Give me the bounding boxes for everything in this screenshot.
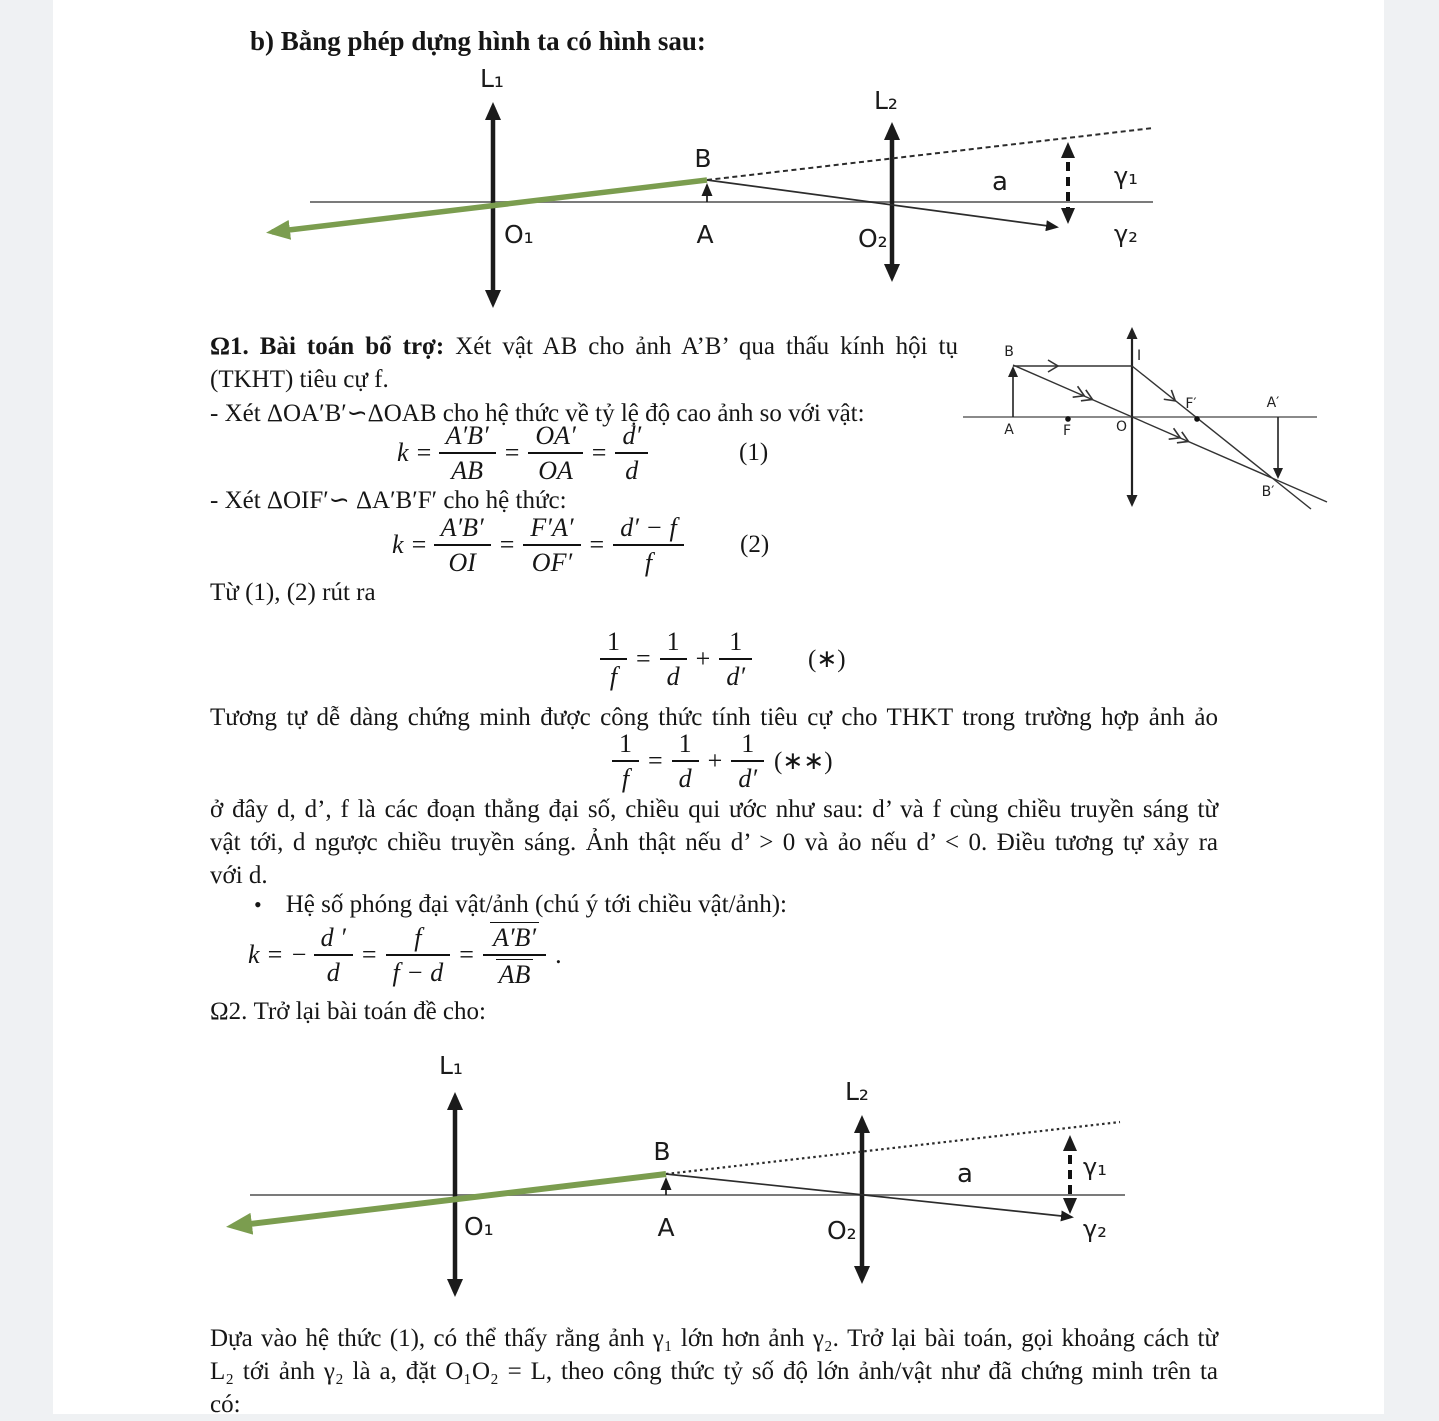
label-B: B <box>694 144 712 173</box>
inset-label-Fprime: F′ <box>1185 396 1197 412</box>
paragraph-line: với d. <box>210 862 268 889</box>
inset-label-O: O <box>1115 419 1127 435</box>
line-tu12: Từ (1), (2) rút ra <box>210 579 376 606</box>
dashed-ray <box>707 128 1153 180</box>
plus: + <box>695 644 711 673</box>
inset-label-B: B <box>1004 344 1014 360</box>
equals: = <box>648 746 663 775</box>
inset-ray-BO <box>1013 365 1327 502</box>
formula-lhs: k = − <box>248 940 308 969</box>
equals: = <box>504 438 520 467</box>
page-heading: b) Bằng phép dựng hình ta có hình sau: <box>250 26 706 56</box>
formula-1 <box>397 418 957 488</box>
inset-lens-diagram <box>955 318 1340 523</box>
formula-tag: (∗∗) <box>774 748 833 775</box>
fraction: $\frac{1}{d'}$ <box>731 729 764 794</box>
plus: + <box>707 746 723 775</box>
bullet-text: Hệ số phóng đại vật/ảnh (chú ý tới chiều vật/ảnh): <box>285 891 787 918</box>
label-a: a <box>957 1159 973 1189</box>
fraction: $\frac{F'A'}{OF'}$ <box>523 513 580 578</box>
paragraph-oday <box>210 793 1218 892</box>
inset-label-Aprime: A′ <box>1266 395 1280 411</box>
formula-2 <box>392 510 952 580</box>
fraction: $\frac{OA'}{OA}$ <box>528 421 582 486</box>
formula-tag: (∗) <box>808 646 846 673</box>
double-chevron-icon <box>1169 428 1191 447</box>
label-L2: L₂ <box>845 1077 869 1106</box>
fraction: $\frac{1}{d'}$ <box>719 627 752 692</box>
label-O2: O₂ <box>858 224 888 253</box>
label-gamma2: γ₂ <box>1083 1215 1107 1243</box>
equals: = <box>589 530 605 559</box>
omega1-lead: Ω1. Bài toán bổ trợ: <box>210 333 445 360</box>
fraction: $\frac{1}{d}$ <box>660 627 687 692</box>
paragraph-line <box>210 330 958 363</box>
double-chevron-icon <box>1073 386 1095 405</box>
inset-label-Bprime: B′ <box>1261 484 1275 500</box>
focus-Fprime-dot <box>1194 416 1200 422</box>
period: . <box>555 940 562 969</box>
line-omega2: Ω2. Trở lại bài toán đề cho: <box>210 998 486 1025</box>
inset-label-I: I <box>1137 348 1142 364</box>
omega1-rest: Xét vật AB cho ảnh A’B’ qua thấu kính hội tụ <box>444 333 959 360</box>
label-gamma2: γ₂ <box>1114 220 1138 248</box>
equals: = <box>499 530 515 559</box>
paragraph-bottom <box>210 1322 1218 1421</box>
dashed-ray <box>666 1122 1120 1174</box>
fraction: $\frac{1}{f}$ <box>612 729 639 794</box>
label-a: a <box>992 167 1008 197</box>
fraction: $\frac{1}{f}$ <box>600 627 627 692</box>
label-O1: O₁ <box>504 220 534 249</box>
paragraph-line: L₂ tới ảnh γ₂ là a, đặt O₁O₂ = L, theo công thức tỷ số độ lớn ảnh/vật như đã chứng minh trên ta <box>210 1358 1218 1385</box>
equals: = <box>459 940 474 969</box>
formula-k <box>248 916 668 994</box>
green-ray <box>272 180 707 232</box>
label-gamma1: γ₁ <box>1083 1153 1107 1181</box>
inset-label-F: F <box>1062 423 1072 439</box>
formula-tag: (2) <box>740 531 770 558</box>
formula-tag: (1) <box>739 439 769 466</box>
fraction: $\frac{d'}{d}$ <box>615 421 648 486</box>
fraction: $\frac{A'B'}{OI}$ <box>434 513 491 578</box>
equals: = <box>361 940 377 969</box>
formula-star <box>600 624 900 694</box>
fraction: $\frac{f}{f - d}$ <box>386 923 451 988</box>
label-L1: L₁ <box>439 1051 463 1080</box>
line-oab: - Xét ΔOA′B′∽ΔOAB cho hệ thức về tỷ lệ độ cao ảnh so với vật: <box>210 400 865 427</box>
paragraph-line: (TKHT) tiêu cự f. <box>210 366 389 393</box>
label-L1: L₁ <box>480 64 504 93</box>
label-A: A <box>696 220 714 249</box>
inset-label-A: A <box>1004 422 1014 438</box>
label-B: B <box>653 1137 671 1166</box>
equals: = <box>636 644 651 673</box>
fraction-overlined: $\frac{A'B'}{AB}$ <box>483 921 546 990</box>
fraction: $\frac{A'B'}{AB}$ <box>439 421 496 486</box>
focus-F-dot <box>1065 416 1071 422</box>
label-A: A <box>657 1213 675 1242</box>
inset-ray-IB2 <box>1132 366 1311 509</box>
paragraph-line: Dựa vào hệ thức (1), có thể thấy rằng ảnh γ₁ lớn hơn ảnh γ₂. Trở lại bài toán, gọi khoảng cách từ <box>210 1325 1218 1352</box>
paragraph-omega1 <box>210 330 958 396</box>
green-ray <box>233 1174 666 1226</box>
paragraph-line: vật tới, d ngược chiều truyền sáng. Ảnh thật nếu d’ > 0 và ảo nếu d’ < 0. Điều tương tự xảy ra <box>210 829 1218 856</box>
paragraph-line: ở đây d, d’, f là các đoạn thẳng đại số, chiều qui ước như sau: d’ và f cùng chiều truyền sáng từ <box>210 796 1218 823</box>
line-tuongtu: Tương tự dễ dàng chứng minh được công thức tính tiêu cự cho THKT trong trường hợp ảnh ảo <box>210 704 1218 731</box>
formula-lhs: k = <box>397 438 433 467</box>
label-L2: L₂ <box>874 86 898 115</box>
label-O1: O₁ <box>464 1212 494 1241</box>
diagram-1 <box>240 55 1160 323</box>
bullet-icon: • <box>254 892 262 917</box>
label-gamma1: γ₁ <box>1114 162 1138 190</box>
formula-lhs: k = <box>392 530 428 559</box>
paragraph-line: có: <box>210 1391 241 1418</box>
equals: = <box>591 438 607 467</box>
fraction: $\frac{d '}{d}$ <box>314 923 353 988</box>
diagram-2 <box>215 1042 1145 1312</box>
label-O2: O₂ <box>827 1216 857 1245</box>
fraction: $\frac{1}{d}$ <box>672 729 699 794</box>
line-oif: - Xét ΔOIF′∽ ΔA′B′F′ cho hệ thức: <box>210 487 567 514</box>
fraction: $\frac{d' - f}{f}$ <box>613 513 683 578</box>
formula-star2 <box>612 726 912 796</box>
